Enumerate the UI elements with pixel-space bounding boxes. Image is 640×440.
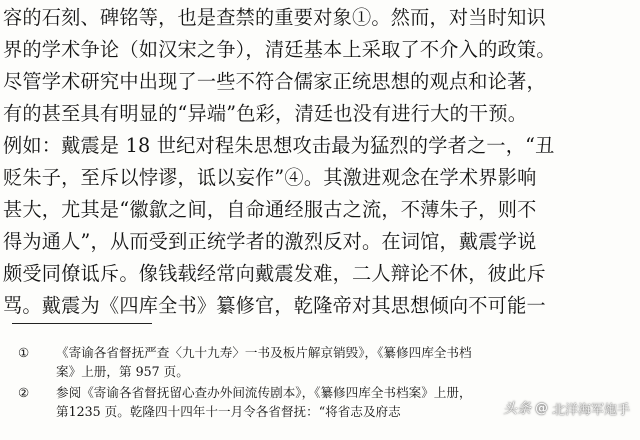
- body-line: 甚大，尤其是“徽歙之间，自命通经服古之流，不薄朱子，则不: [3, 198, 537, 221]
- body-line: 有的甚至具有明显的“异端”色彩，清廷也没有进行大的干预。: [3, 102, 528, 125]
- watermark: [503, 398, 630, 418]
- footnote-marker: ①: [18, 345, 30, 360]
- footnote-line: 《寄谕各省督抚严查〈九十九寿〉一书及板片解京销毁》，《纂修四库全书档: [56, 345, 472, 360]
- body-line: 尽管学术研究中出现了一些不符合儒家正统思想的观点和论著，: [3, 70, 546, 93]
- watermark-account: 北洋海军炮手: [551, 402, 630, 418]
- body-line: 例如：戴震是 18 世纪对程朱思想攻击最为猛烈的学者之一，“丑: [3, 134, 555, 157]
- footnote-line: 参阅《寄谕各省督抚留心查办外间流传剧本》，《纂修四库全书档案》上册，: [56, 385, 472, 400]
- body-line: 贬朱子，至斥以悖谬，诋以妄作”④。其激进观念在学术界影响: [3, 166, 537, 189]
- footnote-marker: ②: [18, 385, 30, 400]
- footnote-line: 第1235 页。乾隆四十四年十一月令各省督抚：“将省志及府志: [56, 404, 401, 419]
- watermark-platform: 头条: [502, 401, 531, 417]
- footnote: [18, 343, 636, 381]
- body-text: [3, 2, 637, 322]
- footnote-line: 案》上册，第 957 页。: [56, 364, 189, 379]
- watermark-at-sign: @: [534, 400, 548, 416]
- footnote-separator: [12, 323, 152, 324]
- body-line: 颇受同僚诋斥。像钱载经常向戴震发难，二人辩论不休，彼此斥: [3, 262, 546, 285]
- body-line: 骂。戴震为《四库全书》纂修官，乾隆帝对其思想倾向不可能一: [3, 294, 546, 317]
- body-line: 容的石刻、碑铭等，也是查禁的重要对象①。然而，对当时知识: [3, 6, 546, 29]
- body-line: 得为通人”，从而受到正统学者的激烈反对。在词馆，戴震学说: [3, 230, 537, 253]
- body-line: 界的学术争论（如汉宋之争），清廷基本上采取了不介入的政策。: [3, 38, 556, 61]
